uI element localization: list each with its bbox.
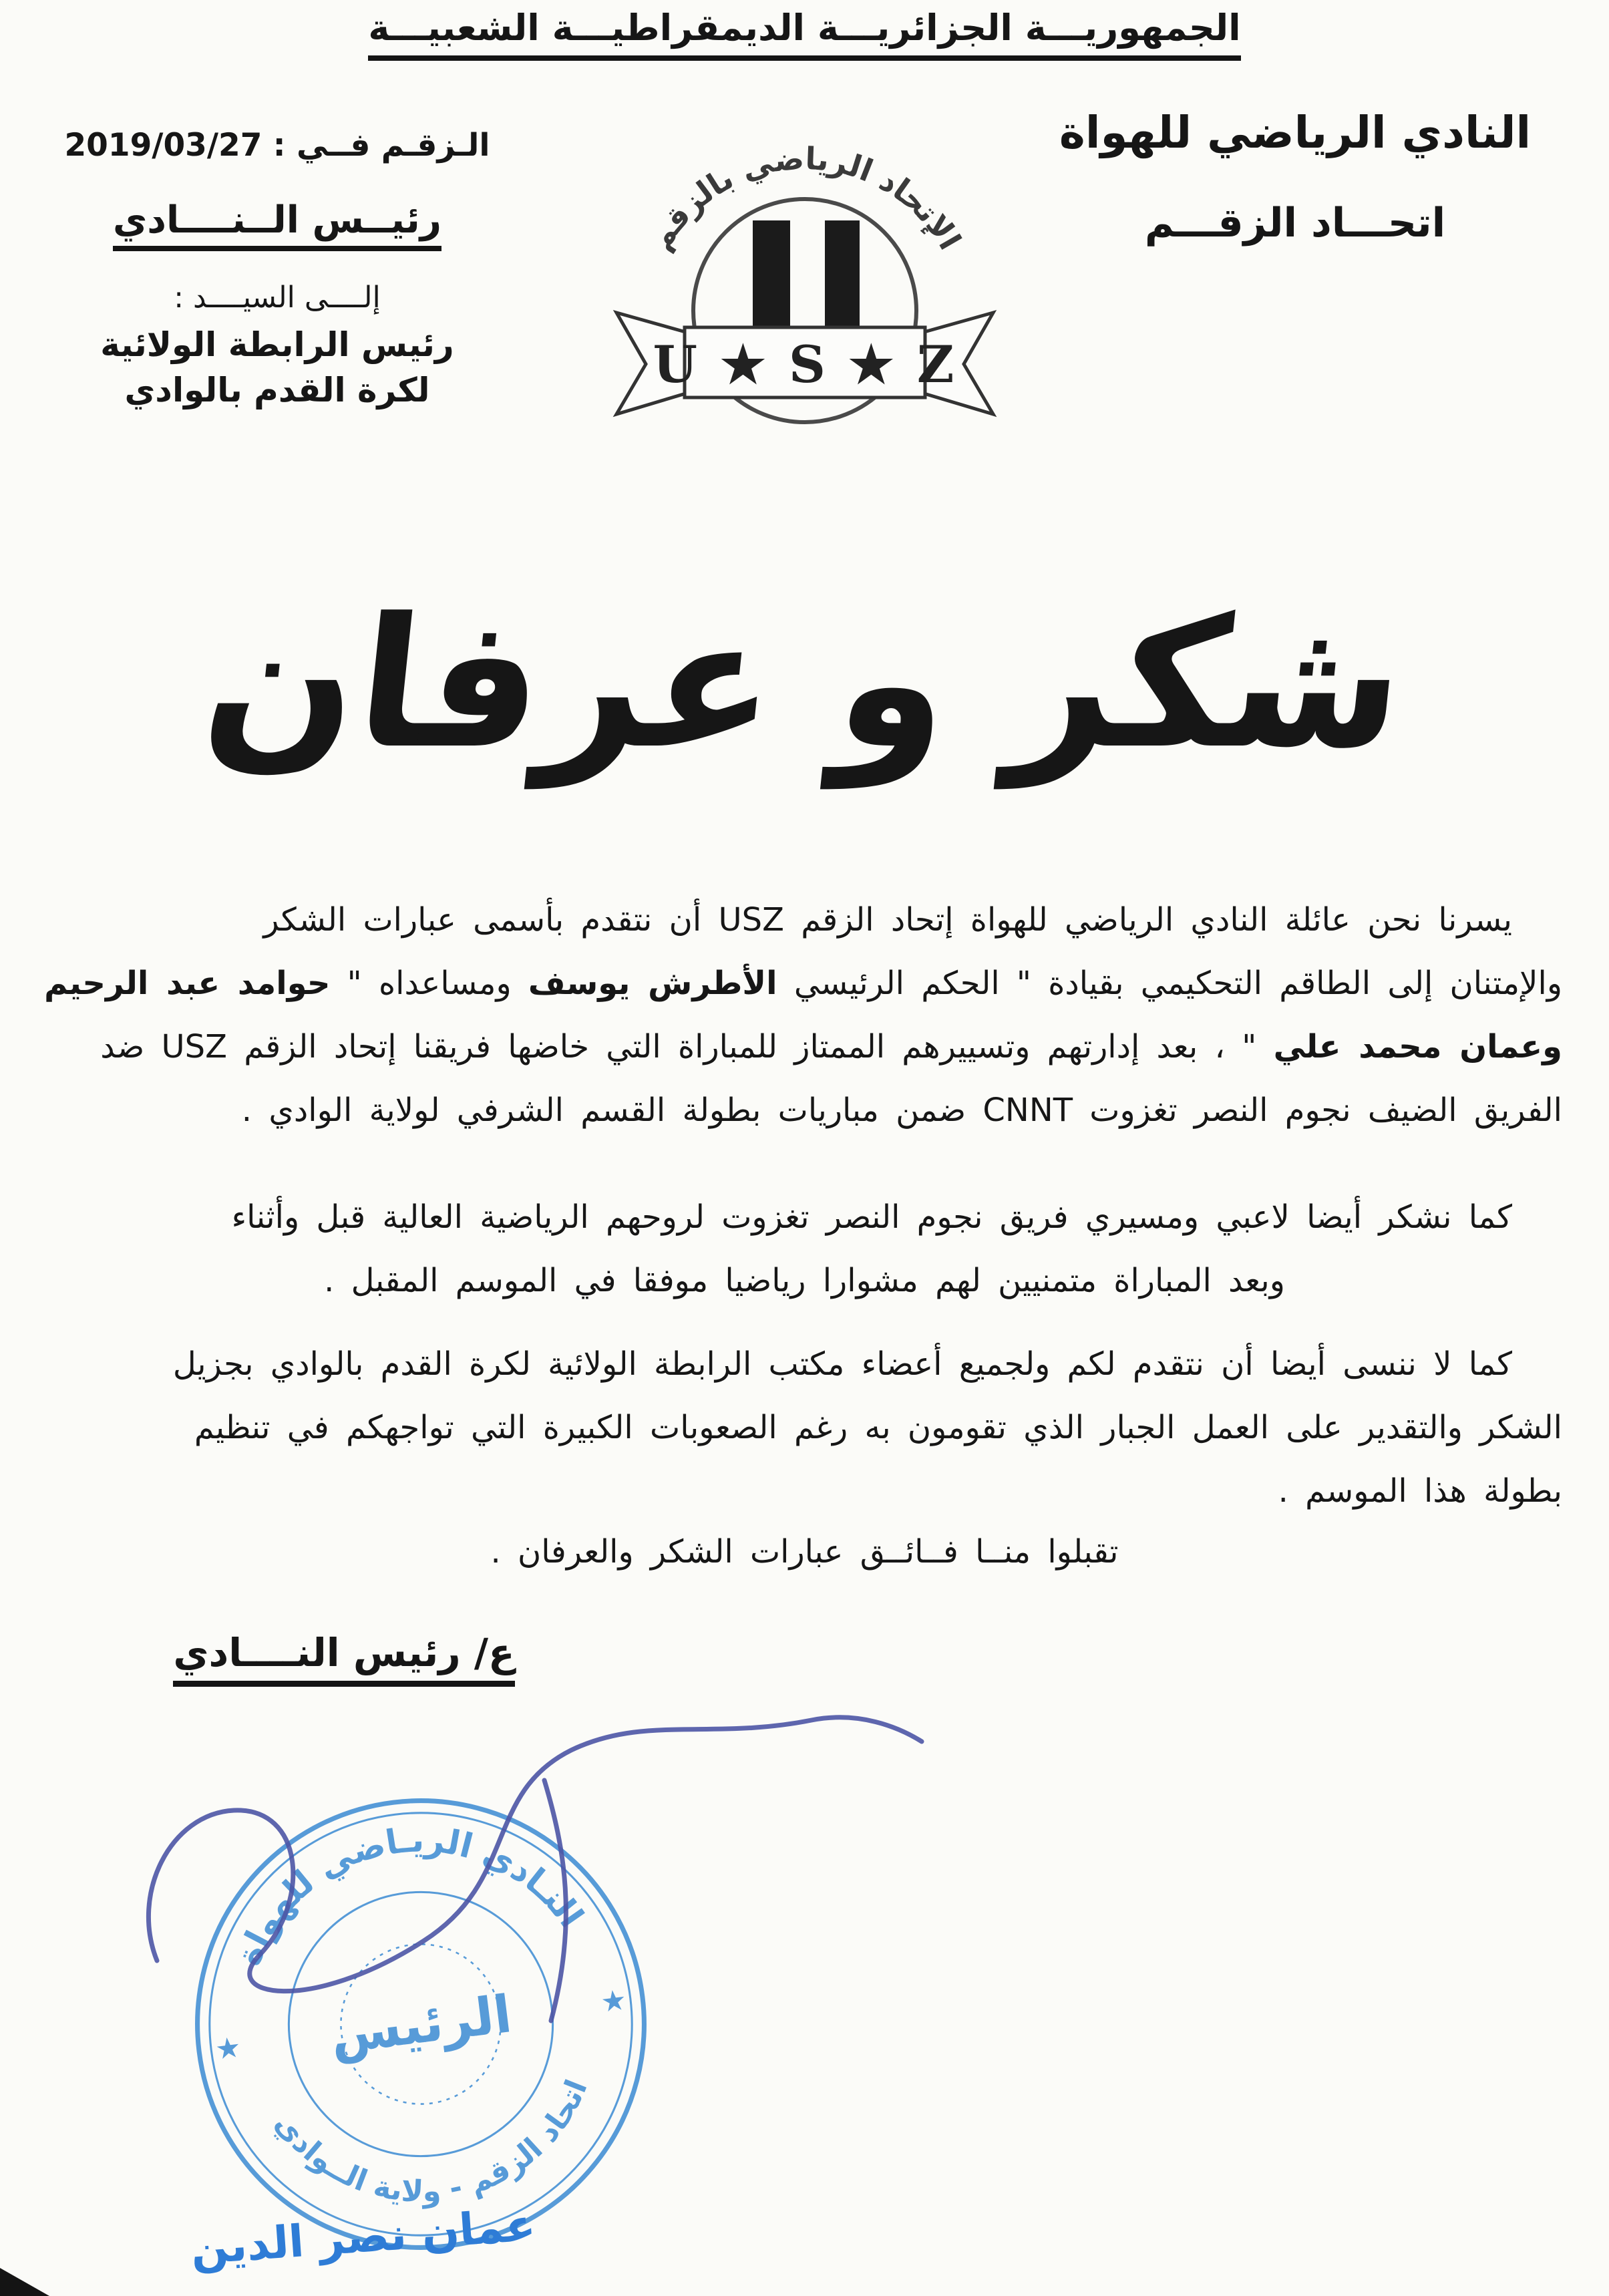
stamp-arc-top: النـادي الريـاضي للهواة: [228, 1820, 592, 1971]
closing-line: تقبلوا منــا فــائــق عبارات الشكر والعرفان .: [490, 1533, 1119, 1571]
logo-arc-text: الإتحاد الرياضي بالزقم: [641, 140, 968, 256]
paragraph-2-line-1: كما نشكر أيضا لاعبي ومسيري فريق نجوم النصر تغزوت لروحهم الرياضية العالية قبل وأثناء: [231, 1198, 1512, 1236]
club-name-block: [1018, 107, 1572, 247]
national-header-text: الجمهوريـــة الجزائريـــة الديمقراطيـــة الشعبيـــة: [368, 7, 1240, 61]
referee-name: الأطرش يوسف: [528, 965, 777, 1002]
paragraph-1-line-2: والإمتنان إلى الطاقم التحكيمي بقيادة " الحكم الرئيسي الأطرش يوسف ومساعداه " حوامد عبد الرحيم: [44, 965, 1562, 1002]
reference-block: [40, 127, 514, 409]
stamp-center-text: الرئيس: [327, 1985, 515, 2066]
assistant-referee-2: وعمان محمد علي: [1273, 1028, 1562, 1065]
paragraph-1: [44, 888, 1562, 1142]
recipient-line1: رئيس الرابطة الولائية: [100, 325, 454, 364]
paragraph-3-line-2: الشكر والتقدير على العمل الجبار الذي تقومون به رغم الصعوبات الكبيرة التي تواجهكم في تنظيم: [194, 1409, 1562, 1446]
president-name-stamp: عمان نصر الدين: [188, 2199, 538, 2275]
reference-date-line: الـزقـم فــي : 2019/03/27: [64, 127, 490, 164]
stamp-star-left: ★: [213, 2030, 243, 2067]
paragraph-2-line-2: وبعد المباراة متمنيين لهم مشوارا رياضيا موفقا في الموسم المقبل .: [324, 1262, 1285, 1299]
paragraph-2: [47, 1186, 1562, 1313]
stamp-arc-bottom: اتحاد الزقم - ولاية الــوادي: [267, 2075, 594, 2209]
national-header: [0, 7, 1609, 49]
signature-stroke-tail: [544, 1780, 566, 2021]
recipient-line2: لكرة القدم بالوادي: [124, 371, 430, 409]
paragraph-1-line-3: وعمان محمد علي " ، بعد إدارتهم وتسييرهم الممتاز للمباراة التي خاضها فريقنا إتحاد الزقم USZ ضد: [100, 1028, 1562, 1065]
paragraph-3-line-3: بطولة هذا الموسم .: [1278, 1472, 1562, 1510]
letter-title: شكر و عرفان: [194, 580, 1415, 788]
stamp-star-right: ★: [598, 1983, 629, 2019]
signature-label: ع/ رئيس النــــادي: [110, 1630, 578, 1675]
scan-corner-artifact: [0, 2268, 49, 2296]
handwritten-signature: [110, 1700, 952, 2054]
paragraph-3-line-1: كما لا ننسى أيضا أن نتقدم لكم ولجميع أعضاء مكتب الرابطة الولائية لكرة القدم بالوادي بجزيل: [172, 1345, 1512, 1383]
club-name-line1: النادي الرياضي للهواة: [1059, 107, 1532, 158]
to-label: إلــــى السيــــد :: [174, 281, 381, 315]
signature-stroke-main: [148, 1717, 922, 1991]
club-name-line2: اتحـــاد الزقـــم: [1144, 200, 1446, 247]
paragraph-1-line-1: يسرنا نحن عائلة النادي الرياضي للهواة إتحاد الزقم USZ أن نتقدم بأسمى عبارات الشكر: [263, 901, 1512, 939]
club-logo: [604, 87, 1005, 441]
paragraph-3: [47, 1333, 1562, 1523]
paragraph-1-line-4: الفريق الضيف نجوم النصر تغزوت CNNT ضمن مباريات بطولة القسم الشرفي لولاية الوادي .: [241, 1092, 1562, 1129]
logo-ribbon-text: U ★ S ★ Z: [653, 335, 956, 394]
club-president-label: رئيــس الــنــــادي: [40, 198, 514, 242]
assistant-referee-1: حوامد عبد الرحيم: [44, 965, 331, 1002]
